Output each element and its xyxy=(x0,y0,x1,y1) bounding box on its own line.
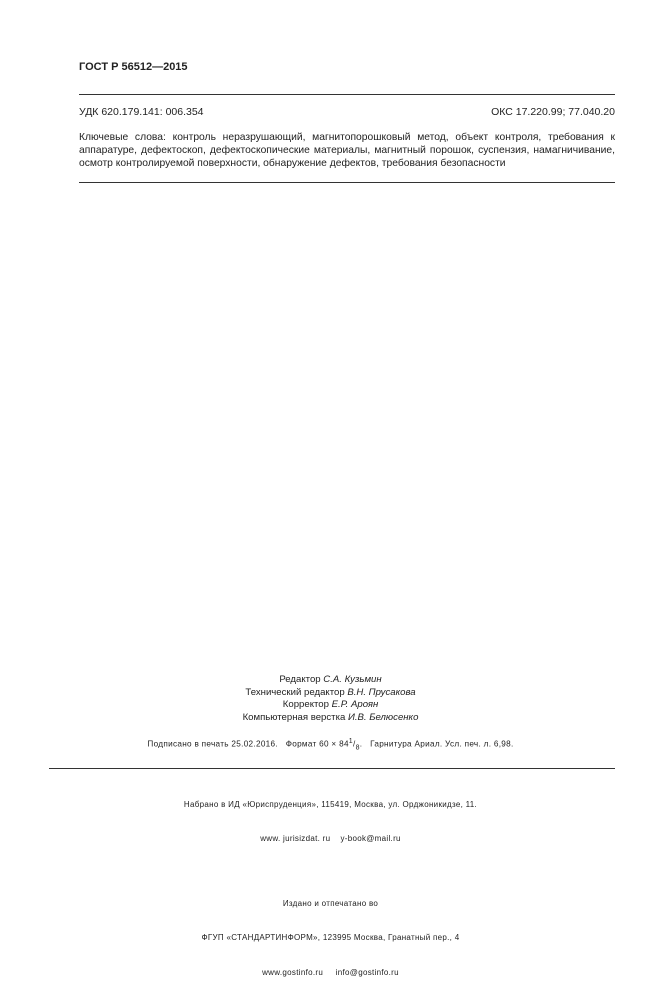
divider xyxy=(49,768,615,769)
divider xyxy=(79,94,615,95)
credit-tech-editor: Технический редактор В.Н. Прусакова xyxy=(245,686,416,698)
udk-code: УДК 620.179.141: 006.354 xyxy=(79,106,204,118)
document-title: ГОСТ Р 56512—2015 xyxy=(79,61,188,73)
credit-layout: Компьютерная верстка И.В. Белюсенко xyxy=(242,712,419,724)
keywords: Ключевые слова: контроль неразрушающий, магнитопорошковый метод, объект контроля, требования к аппаратуре, дефектоскоп, дефектоскопические материалы, магнитный порошок, суспензия, намагничивание, осмотр контролируемой поверхности, обнаружение дефектов, требования безопасности xyxy=(79,132,615,170)
credit-editor: Редактор С.А. Кузьмин xyxy=(279,674,382,685)
credits xyxy=(0,674,661,725)
credit-corrector: Корректор Е.Р. Ароян xyxy=(282,699,379,711)
divider xyxy=(79,182,615,183)
oks-code: ОКС 17.220.99; 77.040.20 xyxy=(491,106,615,118)
print-info: Подписано в печать 25.02.2016. Формат $60 \times 84^1/_8$. Гарнитура Ариал. Усл. печ. л. 6,98. xyxy=(147,738,514,752)
publisher-info: Набрано в ИД «Юриспруденция», 115419, Москва, ул. Орджоникидзе, 11. www. jurisizdat. ru y-book@mail.ru Издано и отпечатано во ФГУП «СТАНДАРТИНФОРМ», 123995 Москва, Гранатный пер., 4 www.gostinfo.ru info@gostinfo.ru xyxy=(183,799,478,977)
